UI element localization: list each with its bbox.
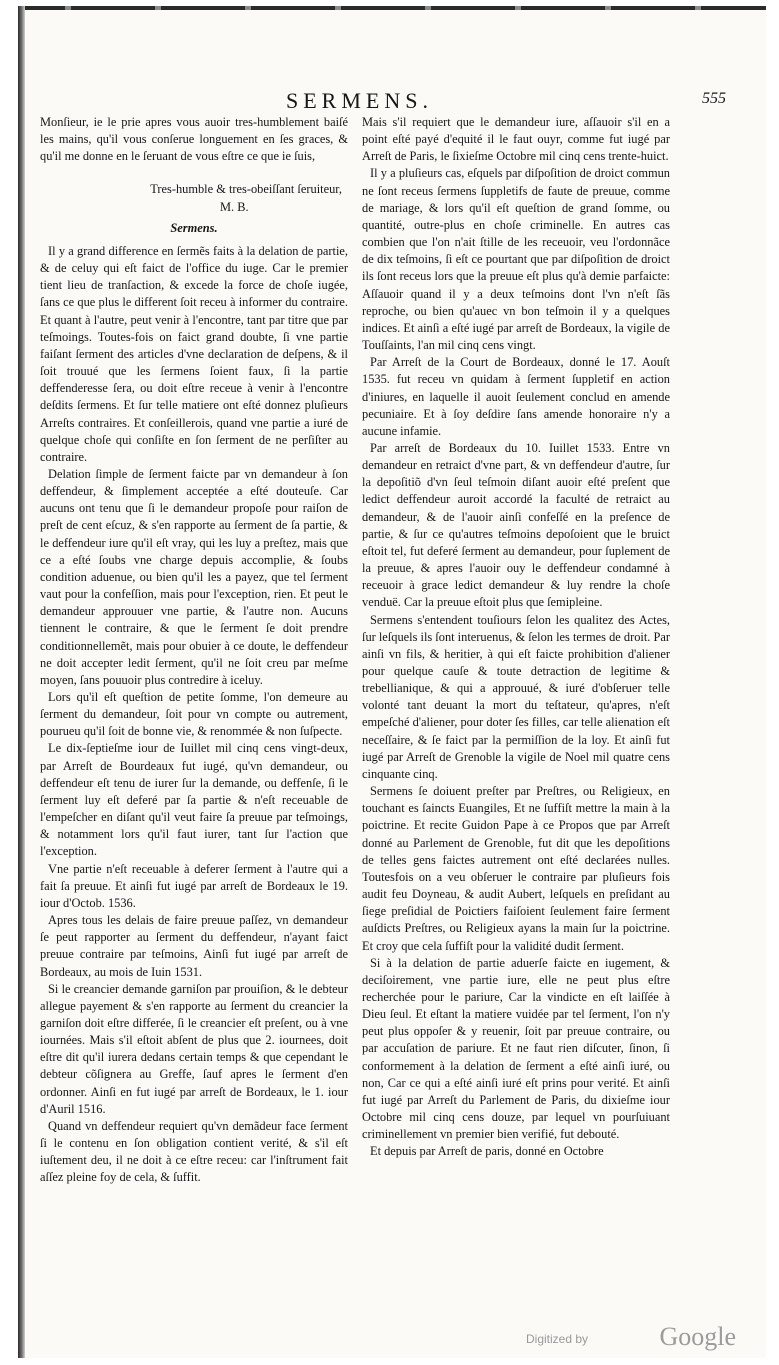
paragraph: Delation ſimple de ſerment faicte par vn demandeur à ſon deffendeur, & ſimplement acceptée a eſté douteuſe. Car aucuns ont tenu que ſi le demandeur propoſe pour raiſon de preſt de cent eſcuz, & s'en rapporte au ſerment de ſa partie, & le deffendeur iure qu'il eſt vray, qui les luy a preſtez, mais que ce a eſté ſoubs vne charge depuis accomplie, & ſoubs condition aduenue, ou bien qu'il les a payez, que tel ſerment vaut pour la confeſſion, mais pour l'exception, rien. Et peut le demandeur approuuer vne partie, & l'autre non. Aucuns tiennent le contraire, & que le ſerment ſe doit prendre conditionnellemẽt, mais pour obuier à ce doute, le deffendeur ne doit accepter ledit ſerment, qu'il ne ſoit creu par meſme moyen, ſans pouuoir plus contredire à iceluy. bbox=[40, 466, 348, 687]
page-number: 555 bbox=[702, 90, 726, 107]
paragraph: Sermens s'entendent touſiours ſelon les qualitez des Actes, ſur leſquels ils ſont interuenus, & ſelon les termes de droit. Par ainſi vn fils, & heritier, à qui eſt faicte prohibition d'aliener pour quelque cauſe & toute detraction de legitime & trebellianique, & qui a approuué, & iuré d'obſeruer telle volonté tant deuant la mort du teſtateur, qu'apres, n'eſt empeſché d'aliener, pour doter ſes filles, car telle alienation eſt neceſſaire, & ſe faict par la permiſſion de la loy. Et ainſi fut iugé par Arreſt de Grenoble la vigile de Noel mil quatre cens cinquante cinq. bbox=[362, 612, 670, 781]
paragraph: Le dix-ſeptieſme iour de Iuillet mil cinq cens vingt-deux, par Arreſt de Bourdeaux fut iugé, qu'vn demandeur, ou deffendeur eſt tenu de iurer ſur la demande, ou deffenſe, ſi le ſerment luy eſt deferé par ſa partie & n'eſt receuable de l'empeſcher en diſant qu'il veut faire ſa preuue par teſmoings, & notamment lors qu'il faut iurer, tant ſur l'action que l'exception. bbox=[40, 741, 348, 859]
paragraph: Il y a pluſieurs cas, eſquels par diſpoſition de droict commun ne ſont receus ſermens ſuppletifs de faute de preuue, comme de mariage, & lors qu'il eſt queſtion de grand ſomme, ou quantité, outre-plus en choſe criminelle. En autres cas combien que l'on n'ait ſtille de les receuoir, veu l'ordonnãce de dix teſmoins, ſi eſt ce pourtant que par diſpoſition de droict ils ſont receus lors que la preuue eſt plus qu'à demie parfaicte: Aſſauoir quand il y a deux teſmoins dont l'vn n'eſt ſãs reproche, ou bien qu'auec vn bon teſmoin il y a quelques indices. Et ainſi a eſté iugé par arreſt de Bordeaux, la vigile de Touſſaints, l'an mil cinq cens vingt. bbox=[362, 166, 670, 353]
left-column bbox=[40, 114, 348, 1187]
watermark-logo: Google bbox=[659, 1322, 736, 1351]
paragraph: Il y a grand difference en ſermẽs faits à la delation de partie, & de celuy qui eſt faict de l'office du iuge. Car le premier tient lieu de tranſaction, & excede la force de choſe iugée, ſans ce que plus le different ſoit receu à informer du contraire. Et quant à l'autre, peut venir à l'encontre, tant par titre que par teſmoings. Toutes-fois on faict grand doubte, ſi vne partie faiſant ſerment des articles d'vne declaration de deſpens, & il ſoit trouué que les ſermens ſoient faux, ſi la partie deffenderesse ſera, ou doit eſtre receue à venir à l'encontre deſdits ſermens. Et ſur telle matiere ont eſté donnez pluſieurs Arreſts contraires. Et conſeillerois, quand vne partie a iuré de quelque choſe qui conſiſte en ſon ſerment de ne perſiſter au contraire. bbox=[40, 243, 348, 464]
paragraph: Et depuis par Arreſt de paris, donné en Octobre bbox=[370, 1144, 604, 1159]
running-title: SERMENS. bbox=[286, 88, 433, 113]
signature-line: Tres-humble & tres-obeiſſant ſeruiteur, bbox=[150, 182, 342, 197]
signature-block bbox=[40, 181, 348, 215]
page-top-edge bbox=[25, 6, 766, 10]
paragraph: Quand vn deffendeur requiert qu'vn demãdeur face ſerment ſi le contenu en ſon obligation contient verité, & s'il eſt iuſtement deu, il ne doit à ce eſtre receu: car l'inſtrument fait aſſez pleine foy de cela, & ſuffit. bbox=[40, 1118, 348, 1185]
right-column bbox=[362, 114, 670, 1161]
paragraph: Sermens ſe doiuent preſter par Preſtres, ou Religieux, en touchant es ſaincts Euangiles, Et ne ſuffiſt mettre la main à la poictrine. Et recite Guidon Pape à ce Propos que par Arreſt donné au Parlement de Grenoble, fut dit que les depoſitions de telles gens faictes autrement ont eſté declarées nulles. Toutesfois on a veu obſeruer le contraire par pluſieurs fois audit feu Doyneau, & audit Aubert, leſquels en preſidant au ſiege preſidial de Poictiers faiſoient ſeulement faire ſerment auſdicts Preſtres, ou Religieux ayans la main ſur la poictrine. Et croy que cela ſuffiſt pour la validité dudit ſerment. bbox=[362, 784, 670, 953]
watermark-prefix: Digitized by bbox=[526, 1332, 589, 1346]
paragraph: Vne partie n'eſt receuable à deferer ſerment à l'autre qui a fait ſa preuue. Et ainſi fut iugé par arreſt de Bordeaux le 19. iour d'Octob. 1536. bbox=[40, 861, 348, 910]
signature-initials: M. B. bbox=[220, 199, 249, 214]
paragraph: Mais s'il requiert que le demandeur iure, aſſauoir s'il en a point eſté payé d'equité il le faut ouyr, comme fut iugé par Arreſt de Paris, le ſixieſme Octobre mil cinq cens trente-huict. bbox=[362, 115, 670, 164]
paragraph: Apres tous les delais de faire preuue paſſez, vn demandeur ſe peut rapporter au ſerment du deffendeur, n'ayant faict preuue contraire par teſmoins, Ainſi fut iugé par arreſt de Bordeaux, au mois de Iuin 1531. bbox=[40, 913, 348, 979]
paragraph: Par Arreſt de la Court de Bordeaux, donné le 17. Aouſt 1535. fut receu vn quidam à ſerment ſuppletif en action d'iniures, en laquelle il auoit ſeulement conclud en amende pecuniaire. Et à ſoy deſdire ſans amende honoraire n'y a aucune infamie. bbox=[362, 355, 670, 438]
paragraph: Si à la delation de partie aduerſe faicte en iugement, & deciſoirement, vne partie iure, elle ne peut plus eſtre recherchée pour le pariure, Car la vindicte en eſt laiſſée à Dieu ſeul. Et eſtant la matiere vuidée par tel ſerment, l'on n'y peut plus oppoſer & y reuenir, ſoit par preuue contraire, ou par accuſation de pariure. Et ne faut rien diſcuter, ſinon, ſi conformement à la delation de ſerment a eſté ainſi iuré, ou non, Car ce qui a eſté ainſi iuré eſt prins pour verité. Et ainſi fut iugé par Arreſt du Parlement de Paris, du dixieſme iour Octobre mil cinq cens douze, par lequel vn pourſuiuant criminellement vn premier bien verifié, fut debouté. bbox=[362, 955, 670, 1142]
paragraph: Si le creancier demande garniſon par prouiſion, & le debteur allegue payement & s'en rapporte au ſerment du creancier la garniſon doit eſtre differée, ſi le creancier eſt preſent, ou à vne iournées. Mais s'il eſtoit abſent de plus que 2. iournees, doit eſtre dit qu'il iurera dedans certain temps & que cependant le debteur cõſignera au Greffe, ſauf apres le ſerment d'en ordonner. Ainſi en fut iugé par arreſt de Bordeaux, le 1. iour d'Auril 1516. bbox=[40, 981, 348, 1116]
paragraph: Lors qu'il eſt queſtion de petite ſomme, l'on demeure au ſerment du demandeur, ſoit pour vn compte ou autrement, pourueu qu'il ſoit de bonne vie, & renommée & non ſuſpecte. bbox=[40, 690, 348, 739]
digitization-watermark bbox=[526, 1324, 736, 1352]
letter-closing-text: Monſieur, ie le prie apres vous auoir tres-humblement baiſé les mains, qu'il vous conſerue longuement en ſes graces, & qu'il me donne en le ſeruant de vous eſtre ce que ie ſuis, bbox=[40, 115, 348, 164]
paragraph: Par arreſt de Bordeaux du 10. Iuillet 1533. Entre vn demandeur en retraict d'vne part, & vn deffendeur d'autre, ſur la depoſitiõ d'vn ſeul teſmoin diſant auoir eſté preſent que ledict deffendeur auroit accordé la faculté de retraict au demandeur, & de l'auoir ainſi confeſſé en la preſence de partie, & ſur ce qu'autres teſmoins depoſoient que le bruict eſtoit tel, fut deferé ſerment au demandeur, pour ſuplement de la preuue, & apres l'auoir ouy le deffendeur condamné à receuoir à grace ledict demandeur & luy rendre la choſe venduë. Car la preuue eſtoit plus que ſemipleine. bbox=[362, 440, 670, 610]
page-gutter-shadow bbox=[18, 6, 25, 1358]
section-heading: Sermens. bbox=[170, 220, 218, 235]
book-page bbox=[18, 6, 766, 1358]
